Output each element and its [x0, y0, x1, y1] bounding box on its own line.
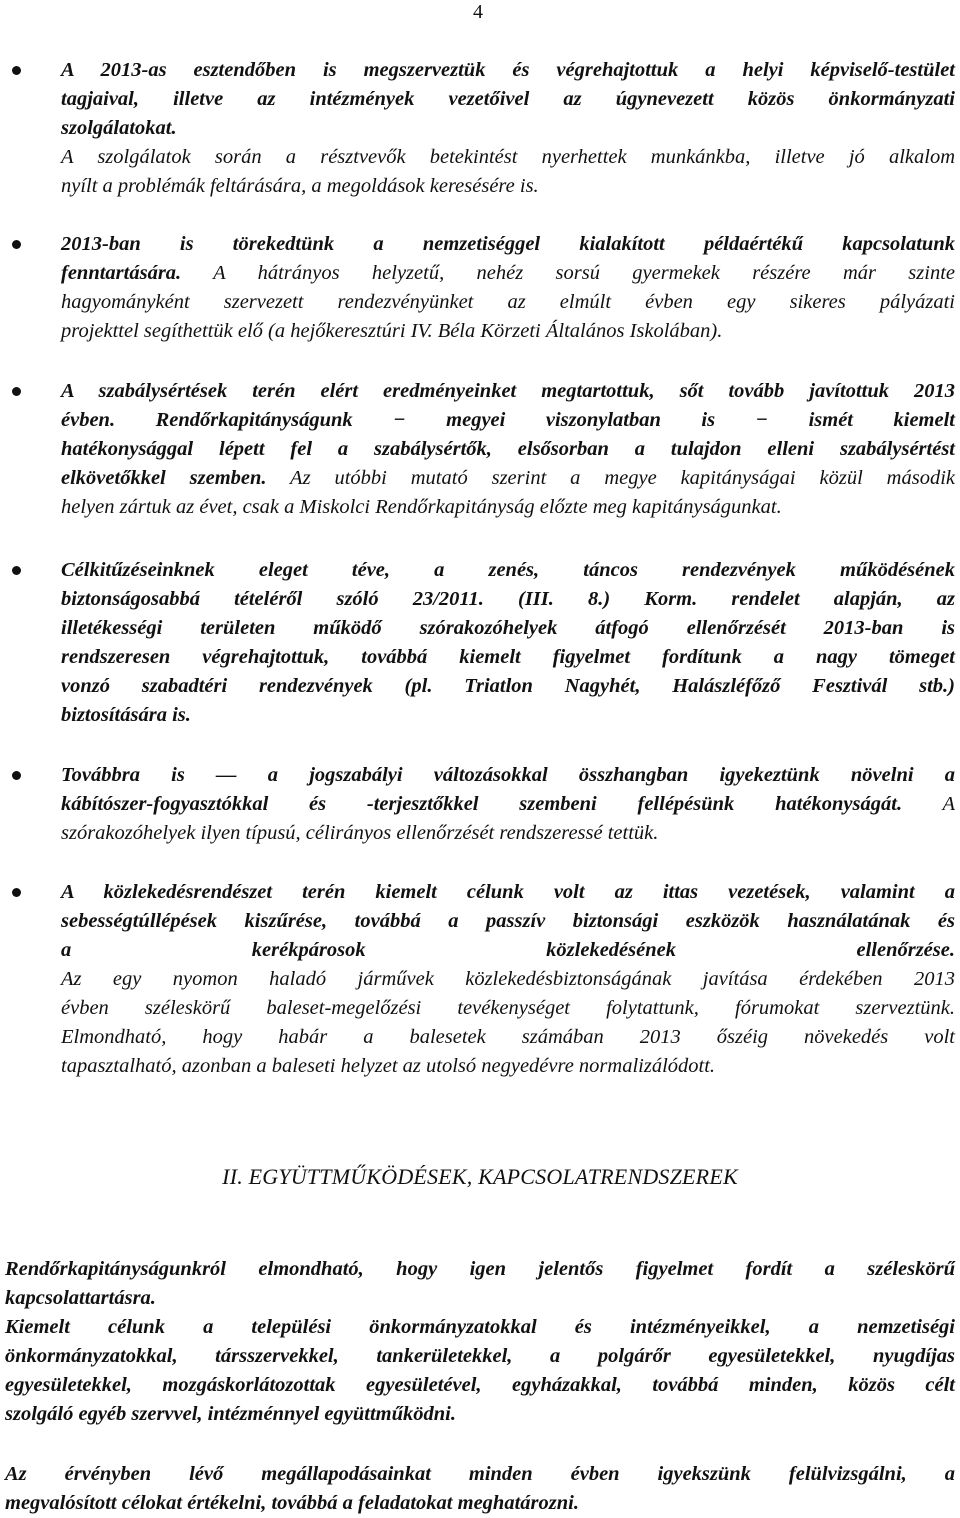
text-line: [61, 493, 955, 522]
text-run: tagjaival, illetve az intézmények vezetőivel az úgynevezett közös önkormányzati: [61, 88, 955, 110]
text-run: Kiemelt célunk a települési önkormányzatokkal és intézményeikkel, a nemzetiségi: [5, 1316, 955, 1338]
bullet-icon: [12, 240, 21, 249]
text-line: [5, 1489, 955, 1518]
text-run: A szolgálatok során a résztvevők betekintést nyerhettek munkánkba, illetve jó alkalom: [61, 146, 955, 168]
paragraph: [5, 1460, 955, 1518]
text-run: A: [902, 793, 956, 815]
bullet-item: [61, 556, 955, 730]
text-run: szolgálatokat.: [61, 117, 177, 139]
text-line: [61, 464, 955, 493]
text-run: Rendőrkapitányságunkról elmondható, hogy igen jelentős figyelmet fordít a széleskörű: [5, 1258, 955, 1280]
bullet-item: [61, 878, 955, 1081]
text-run: megvalósított célokat értékelni, továbbá a feladatokat meghatározni.: [5, 1492, 579, 1514]
text-run: nyílt a problémák feltárására, a megoldások keresésére is.: [61, 175, 539, 197]
text-line: [61, 1023, 955, 1052]
bullet-item: [61, 230, 955, 346]
text-line: [61, 761, 955, 790]
text-line: [61, 643, 955, 672]
text-run: évben. Rendőrkapitányságunk − megyei viszonylatban is − ismét kiemelt: [61, 409, 955, 431]
text-run: projekttel segíthettük elő (a hejőkeresztúri IV. Béla Körzeti Általános Iskolában).: [61, 320, 723, 342]
text-run: helyen zártuk az évet, csak a Miskolci Rendőrkapitányság előzte meg kapitányságunkat.: [61, 496, 782, 518]
bullet-icon: [12, 771, 21, 780]
text-line: [61, 406, 955, 435]
text-run: 2013-ban is törekedtünk a nemzetiséggel kialakított példaértékű kapcsolatunk: [61, 233, 955, 255]
text-line: [5, 1400, 955, 1429]
text-run: önkormányzatokkal, társszervekkel, tankerületekkel, a polgárőr egyesületekkel, nyugdíjas: [5, 1345, 955, 1367]
text-line: [5, 1313, 955, 1342]
text-run: Az utóbbi mutató szerint a megye kapitányságai közül második: [266, 467, 955, 489]
bullet-item: [61, 377, 955, 522]
text-run: fenntartására.: [61, 262, 182, 284]
text-run: Az egy nyomon haladó járművek közlekedésbiztonságának javítása érdekében 2013: [61, 968, 955, 990]
text-line: [61, 819, 955, 848]
text-line: [61, 259, 955, 288]
text-run: A 2013-as esztendőben is megszerveztük és végrehajtottuk a helyi képviselő-testület: [61, 59, 955, 81]
text-line: [61, 143, 955, 172]
text-line: [61, 878, 955, 907]
text-line: [61, 114, 955, 143]
text-line: [61, 701, 955, 730]
text-run: évben széleskörű baleset-megelőzési tevékenységet folytattunk, fórumokat szerveztünk.: [61, 997, 955, 1019]
bullet-icon: [12, 888, 21, 897]
text-line: [61, 614, 955, 643]
text-line: [61, 435, 955, 464]
text-run: biztonságosabbá tételéről szóló 23/2011. (III. 8.) Korm. rendelet alapján, az: [61, 588, 955, 610]
text-run: Továbbra is — a jogszabályi változásokkal összhangban igyekeztünk növelni a: [61, 764, 955, 786]
text-run: illetékességi területen működő szórakozóhelyek átfogó ellenőrzését 2013-ban is: [61, 617, 955, 639]
text-run: biztosítására is.: [61, 704, 191, 726]
text-line: [61, 965, 955, 994]
page-number: 4: [473, 1, 483, 23]
bullet-item: [61, 761, 955, 848]
text-run: szórakozóhelyek ilyen típusú, célirányos ellenőrzését rendszeressé tettük.: [61, 822, 659, 844]
text-run: Az érvényben lévő megállapodásainkat minden évben igyekszünk felülvizsgálni, a: [5, 1463, 955, 1485]
text-line: [5, 1255, 955, 1284]
text-line: [61, 85, 955, 114]
text-line: [61, 556, 955, 585]
text-line: [61, 672, 955, 701]
paragraph: [5, 1255, 955, 1429]
text-run: szolgáló egyéb szervvel, intézménnyel együttműködni.: [5, 1403, 456, 1425]
text-run: rendszeresen végrehajtottuk, továbbá kiemelt figyelmet fordítunk a nagy tömeget: [61, 646, 955, 668]
text-line: [5, 1284, 955, 1313]
text-run: A hátrányos helyzetű, nehéz sorsú gyermekek részére már szinte: [181, 262, 955, 284]
text-run: kábítószer-fogyasztókkal és -terjesztőkkel szembeni fellépésünk hatékonyságát.: [61, 793, 903, 815]
text-run: elkövetőkkel szemben.: [61, 467, 267, 489]
text-line: [5, 1342, 955, 1371]
text-line: [61, 1052, 955, 1081]
text-run: Célkitűzéseinknek eleget téve, a zenés, táncos rendezvények működésének: [61, 559, 955, 581]
bullet-item: [61, 56, 955, 201]
text-run: egyesületekkel, mozgáskorlátozottak egyesületével, egyházakkal, továbbá minden, közös célt: [5, 1374, 955, 1396]
text-run: tapasztalható, azonban a baleseti helyzet az utolsó negyedévre normalizálódott.: [61, 1055, 716, 1077]
text-line: [5, 1460, 955, 1489]
bullet-icon: [12, 66, 21, 75]
text-line: [61, 907, 955, 936]
text-line: [61, 994, 955, 1023]
text-run: kapcsolattartásra.: [5, 1287, 156, 1309]
text-run: hatékonysággal lépett fel a szabálysértők, elsősorban a tulajdon elleni szabálysértést: [61, 438, 955, 460]
text-line: [61, 56, 955, 85]
text-line: [61, 288, 955, 317]
text-run: A szabálysértések terén elért eredményeinket megtartottuk, sőt tovább javítottuk 2013: [61, 380, 955, 402]
text-line: [61, 172, 955, 201]
bullet-icon: [12, 387, 21, 396]
text-run: hagyományként szervezett rendezvényünket az elmúlt évben egy sikeres pályázati: [61, 291, 955, 313]
text-run: vonzó szabadtéri rendezvények (pl. Triatlon Nagyhét, Halászléfőző Fesztivál stb.): [61, 675, 955, 697]
text-line: [61, 790, 955, 819]
text-line: [61, 936, 955, 965]
text-line: [61, 377, 955, 406]
section-heading: II. EGYÜTTMŰKÖDÉSEK, KAPCSOLATRENDSZEREK: [222, 1164, 738, 1189]
text-run: sebességtúllépések kiszűrése, továbbá a passzív biztonsági eszközök használatának és: [61, 910, 955, 932]
text-line: [5, 1371, 955, 1400]
text-run: a kerékpárosok közlekedésének ellenőrzése.: [61, 939, 955, 961]
text-line: [61, 230, 955, 259]
text-run: Elmondható, hogy habár a balesetek számában 2013 őszéig növekedés volt: [61, 1026, 955, 1048]
text-run: A közlekedésrendészet terén kiemelt célunk volt az ittas vezetések, valamint a: [61, 881, 955, 903]
text-line: [61, 317, 955, 346]
text-line: [61, 585, 955, 614]
bullet-icon: [12, 566, 21, 575]
